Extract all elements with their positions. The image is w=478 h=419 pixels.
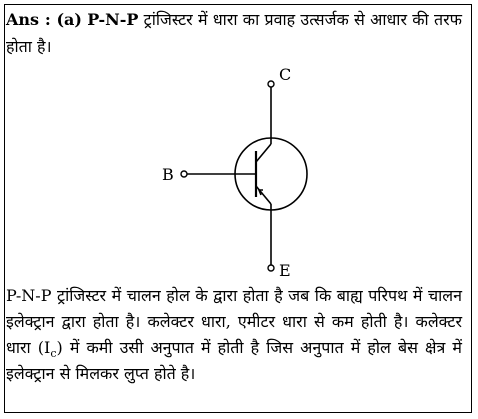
explanation-part2: ) में कमी उसी अनुपात में होती है जिस अनुपात में होल बेस क्षेत्र में इलेक्ट्रान से मिलकर लुप्त होते है। — [6, 338, 462, 383]
emitter-terminal — [268, 265, 274, 271]
explanation-part1: P-N-P ट्रांजिस्टर में चालन होल के द्वारा होता है जब कि बाह्य परिपथ में चालन इलेक्ट्रान द्वारा होता है। कलेक्टर धारा, एमीटर धारा से कम होती है। कलेक्टर धारा (I — [6, 286, 462, 357]
emitter-label: E — [279, 261, 291, 280]
explanation-paragraph — [6, 283, 462, 387]
answer-bold-term: P-N-P — [87, 10, 139, 29]
base-label: B — [162, 165, 174, 184]
answer-prefix: Ans : (a) — [6, 10, 82, 29]
collector-label: C — [279, 65, 292, 84]
emitter-diagonal — [256, 186, 271, 204]
base-terminal — [181, 171, 187, 177]
answer-text: ट्रांजिस्टर में धारा का प्रवाह उत्सर्जक से आधार की तरफ होता है। — [6, 10, 462, 56]
collector-terminal — [268, 81, 274, 87]
collector-diagonal — [256, 144, 271, 162]
collector-current-subscript: c — [50, 347, 57, 361]
